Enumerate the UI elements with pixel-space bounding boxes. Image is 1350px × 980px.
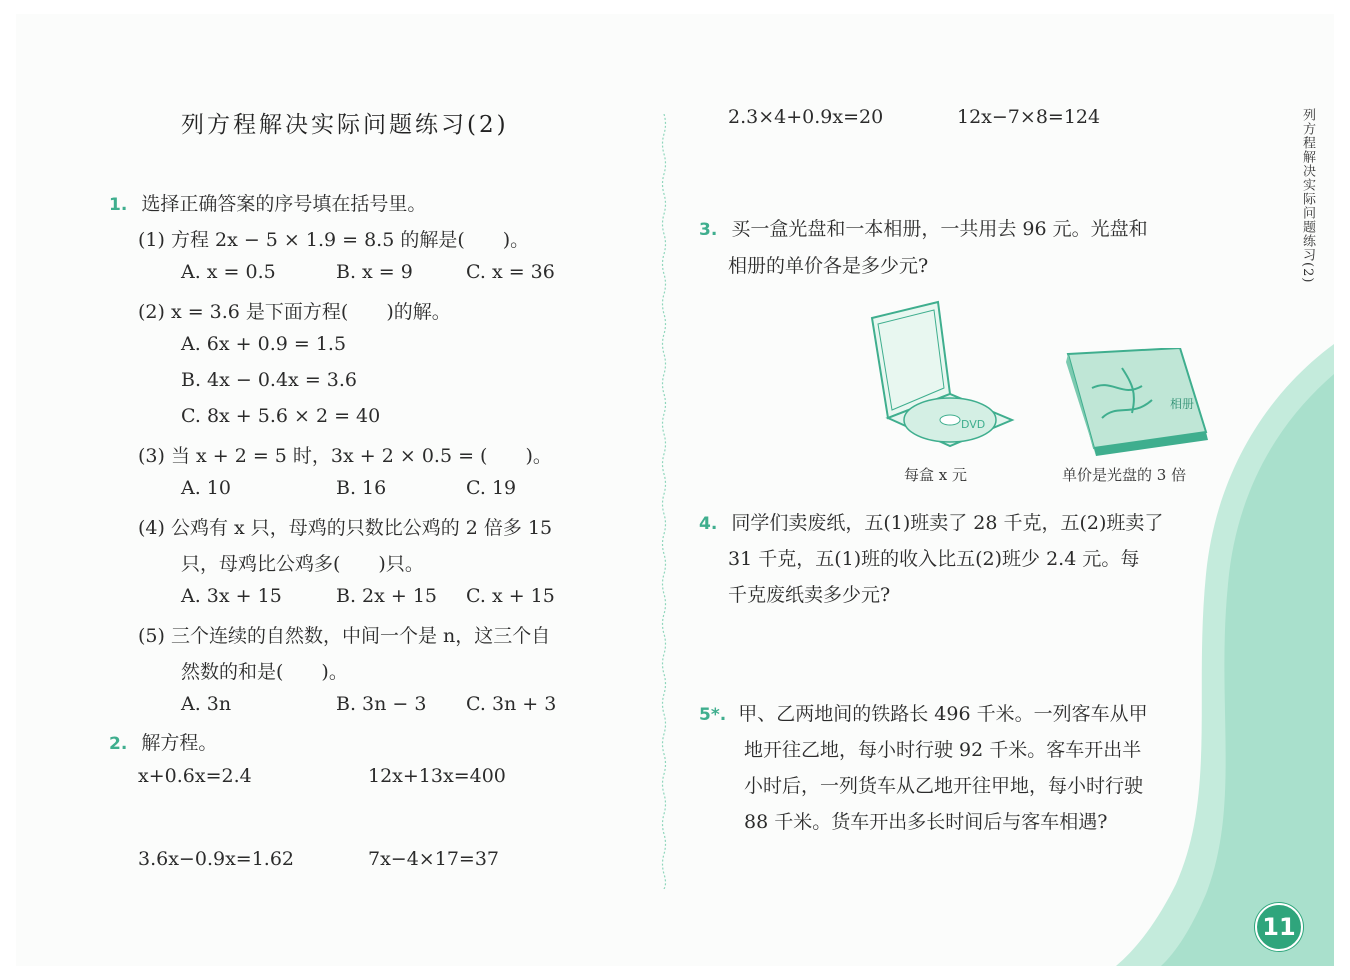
option-c: C. 3n + 3 [466, 693, 557, 715]
option-c: C. x = 36 [466, 261, 555, 283]
sub-question-2: (2) x = 3.6 是下面方程( )的解。 [138, 301, 451, 323]
question-stem: 解方程。 [141, 732, 218, 754]
photo-album-illustration [1062, 348, 1212, 458]
album-caption: 单价是光盘的 3 倍 [1062, 466, 1187, 484]
sub-question-1: (1) 方程 2x − 5 × 1.9 = 8.5 的解是( )。 [138, 229, 530, 251]
question-5-cont: 88 千米。货车开出多长时间后与客车相遇? [744, 811, 1108, 833]
album-label: 相册 [1170, 397, 1195, 411]
question-4-cont: 千克废纸卖多少元? [728, 584, 891, 606]
option-b: B. x = 9 [336, 261, 413, 283]
sub-question-5-cont: 然数的和是( )。 [181, 661, 348, 683]
option-c: C. x + 15 [466, 585, 555, 607]
question-number: 1. [109, 195, 128, 215]
question-text: 甲、乙两地间的铁路长 496 千米。一列客车从甲 [738, 703, 1148, 725]
question-stem: 选择正确答案的序号填在括号里。 [141, 193, 427, 215]
cd-case-illustration [866, 296, 1016, 456]
question-number: 3. [699, 220, 718, 240]
equation: 12x+13x=400 [368, 765, 506, 787]
option-a: A. 6x + 0.9 = 1.5 [181, 333, 347, 355]
option-b: B. 3n − 3 [336, 693, 427, 715]
page-title: 列方程解决实际问题练习(2) [181, 112, 509, 138]
equation: 2.3×4+0.9x=20 [728, 106, 884, 128]
question-text: 同学们卖废纸，五(1)班卖了 28 千克，五(2)班卖了 [731, 512, 1164, 534]
question-2 [109, 728, 217, 755]
equation: 12x−7×8=124 [957, 106, 1101, 128]
question-5-cont: 地开往乙地，每小时行驶 92 千米。客车开出半 [744, 739, 1142, 761]
option-a: A. 3n [181, 693, 232, 715]
question-number: 5*. [699, 705, 727, 725]
question-3 [699, 214, 1148, 241]
sub-question-3: (3) 当 x + 2 = 5 时，3x + 2 × 0.5 = ( )。 [138, 445, 552, 467]
question-number: 4. [699, 514, 718, 534]
option-b: B. 16 [336, 477, 387, 499]
question-3-cont: 相册的单价各是多少元? [728, 255, 929, 277]
question-number: 2. [109, 734, 128, 754]
sub-question-5: (5) 三个连续的自然数，中间一个是 n，这三个自 [138, 625, 551, 647]
sub-question-4: (4) 公鸡有 x 只，母鸡的只数比公鸡的 2 倍多 15 [138, 517, 553, 539]
option-b: B. 4x − 0.4x = 3.6 [181, 369, 357, 391]
cd-label: DVD [961, 418, 986, 431]
question-5-cont: 小时后，一列货车从乙地开往甲地，每小时行驶 [744, 775, 1144, 797]
equation: 7x−4×17=37 [368, 848, 500, 870]
sub-question-4-cont: 只，母鸡比公鸡多( )只。 [181, 553, 424, 575]
option-c: C. 8x + 5.6 × 2 = 40 [181, 405, 381, 427]
option-b: B. 2x + 15 [336, 585, 438, 607]
column-divider [661, 114, 667, 889]
cd-caption: 每盒 x 元 [904, 466, 967, 484]
page-number-badge: 11 [1255, 903, 1303, 951]
option-a: A. 10 [181, 477, 231, 499]
textbook-page [16, 14, 1334, 966]
option-a: A. 3x + 15 [181, 585, 282, 607]
equation: 3.6x−0.9x=1.62 [138, 848, 295, 870]
equation: x+0.6x=2.4 [138, 765, 252, 787]
question-text: 买一盒光盘和一本相册，一共用去 96 元。光盘和 [731, 218, 1148, 240]
question-4-cont: 31 千克，五(1)班的收入比五(2)班少 2.4 元。每 [728, 548, 1140, 570]
question-5 [699, 699, 1148, 726]
question-4 [699, 508, 1163, 535]
option-a: A. x = 0.5 [181, 261, 276, 283]
sidebar-chapter-title: 列方程解决实际问题练习(2) [1300, 108, 1315, 284]
question-1 [109, 189, 426, 216]
option-c: C. 19 [466, 477, 517, 499]
